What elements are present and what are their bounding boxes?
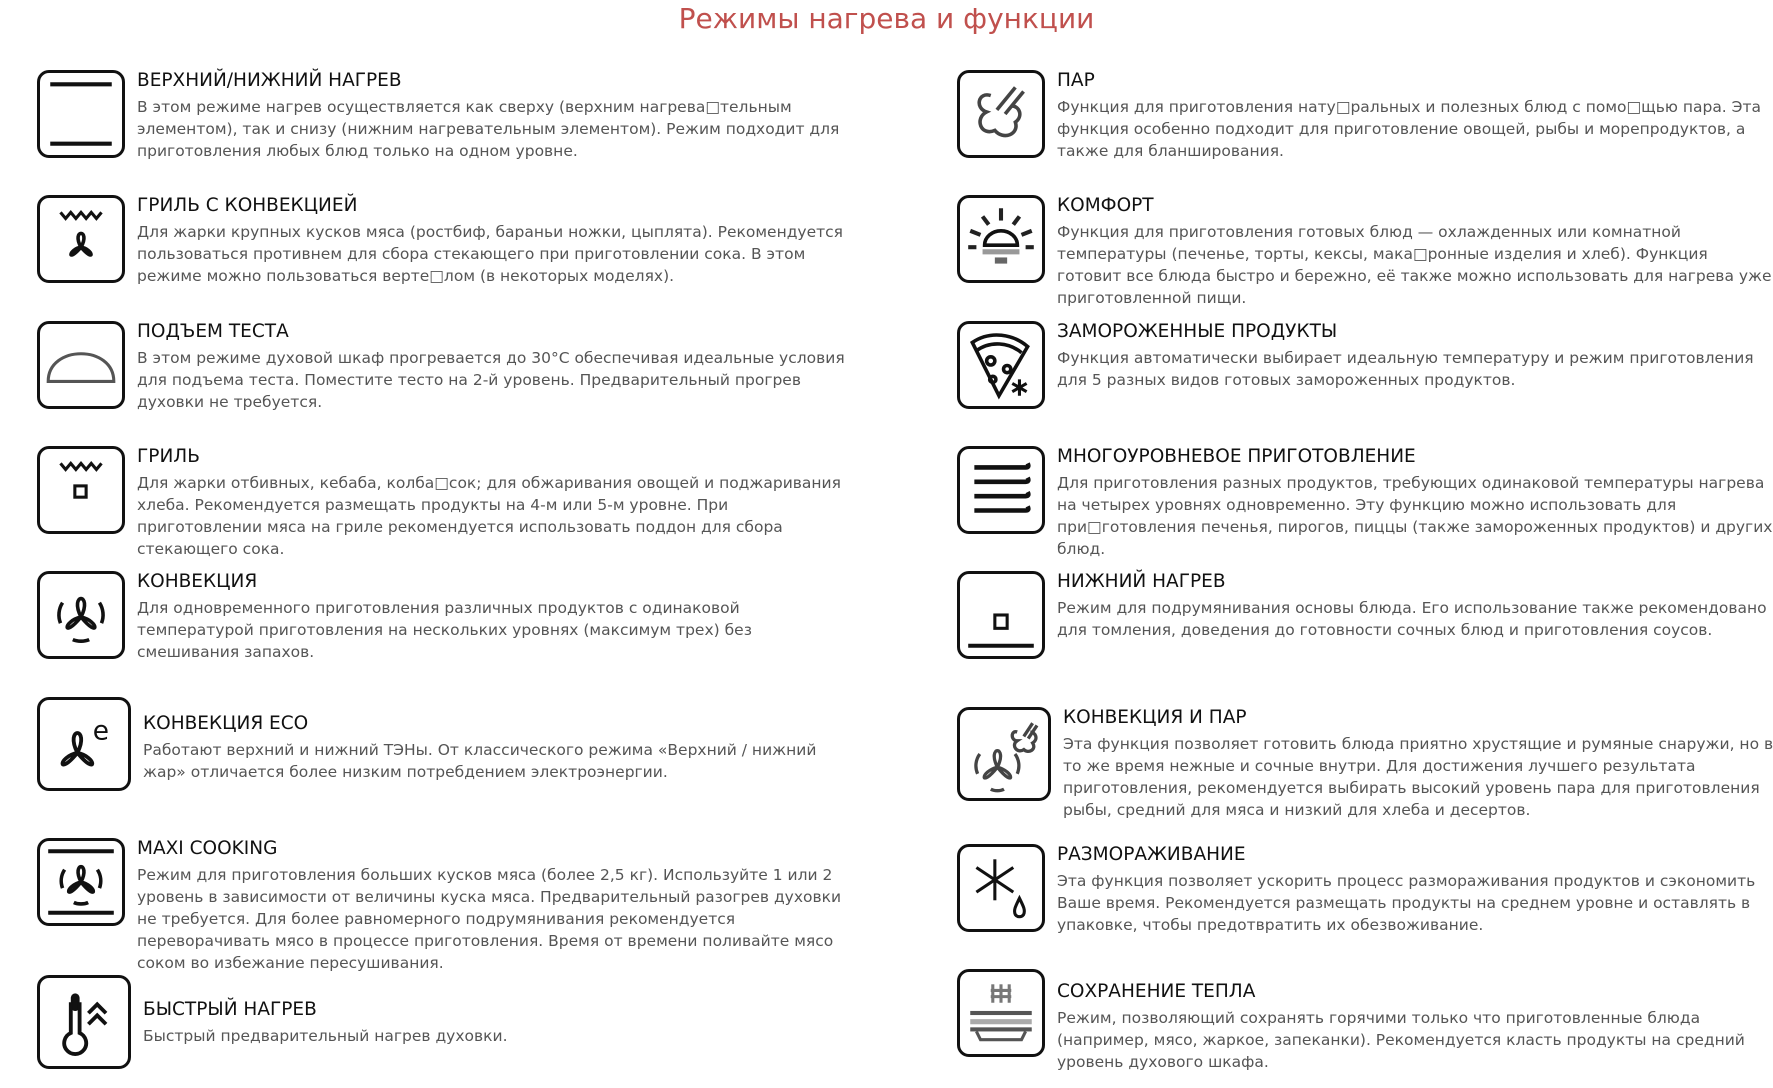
mode-description: Для жарки отбивных, кебаба, колба□сок; для обжаривания овощей и поджаривания хлеба. Рекомендуется размещать продукты на 4-м или 5-м уровне. При приготовлении мяса на гриле рекомендуется использовать поддон для сбора стекающего сока.: [137, 474, 841, 558]
mode-description: Быстрый предварительный нагрев духовки.: [143, 1027, 508, 1045]
frozen-food-icon: [957, 321, 1045, 409]
mode-description: Функция автоматически выбирает идеальную температуру и режим приготовления для 5 разных видов готовых замороженных продуктов.: [1057, 349, 1754, 389]
mode-title: ГРИЛЬ С КОНВЕКЦИЕЙ: [137, 195, 358, 216]
multilevel-icon: [957, 446, 1045, 534]
keep-warm-icon: [957, 969, 1045, 1057]
top-bottom-heat-icon: [37, 70, 125, 158]
steam-icon: [957, 70, 1045, 158]
mode-description: В этом режиме нагрев осуществляется как сверху (верхним нагрева□тельным элементом), так и снизу (нижним нагревательным элементом). Режим подходит для приготовления любых блюд только на одном уровне.: [137, 98, 840, 160]
mode-title: КОНВЕКЦИЯ И ПАР: [1063, 707, 1247, 728]
mode-description: Функция для приготовления нату□ральных и полезных блюд с помо□щью пара. Эта функция особенно подходит для приготовление овощей, рыбы и морепродуктов, а также для бланширования.: [1057, 98, 1762, 160]
mode-title: ПАР: [1057, 70, 1095, 91]
mode-description: Эта функция позволяет ускорить процесс размораживания продуктов и сэкономить Ваше время. Рекомендуется размещать продукты на среднем уровне и оставлять в упаковке, чтобы предотвратить их обезвоживание.: [1057, 872, 1756, 934]
dough-proving-icon: [37, 321, 125, 409]
mode-description: Функция для приготовления готовых блюд — охлажденных или комнатной температуры (печенье, торты, кексы, мака□ронные изделия и хлеб). Функция готовит все блюда быстро и бережно, её также можно использовать для нагрева уже приготовленной пищи.: [1057, 223, 1772, 307]
bottom-heat-icon: [957, 571, 1045, 659]
mode-title: МНОГОУРОВНЕВОЕ ПРИГОТОВЛЕНИЕ: [1057, 446, 1416, 467]
mode-title: ГРИЛЬ: [137, 446, 200, 467]
mode-description: Для одновременного приготовления различных продуктов с одинаковой температурой приготовления на нескольких уровнях (максимум трех) без смешивания запахов.: [137, 599, 752, 661]
mode-title: КОМФОРТ: [1057, 195, 1154, 216]
grill-convection-icon: [37, 195, 125, 283]
defrost-icon: [957, 844, 1045, 932]
mode-description: Для приготовления разных продуктов, требующих одинаковой температуры нагрева на четырех уровнях одновременно. Эту функцию можно использовать для при□готовления печенья, пирогов, пиццы (также замороженных продуктов) и других блюд.: [1057, 474, 1773, 558]
mode-title: ВЕРХНИЙ/НИЖНИЙ НАГРЕВ: [137, 70, 402, 91]
fast-preheat-icon: [37, 975, 131, 1069]
comfort-icon: [957, 195, 1045, 283]
mode-title: РАЗМОРАЖИВАНИЕ: [1057, 844, 1246, 865]
grill-icon: [37, 446, 125, 534]
mode-title: БЫСТРЫЙ НАГРЕВ: [143, 999, 317, 1020]
svg-text:e: e: [92, 715, 110, 747]
convection-fan-icon: [37, 571, 125, 659]
mode-title: ЗАМОРОЖЕННЫЕ ПРОДУКТЫ: [1057, 321, 1338, 342]
mode-title: КОНВЕКЦИЯ: [137, 571, 258, 592]
mode-description: Эта функция позволяет готовить блюда приятно хрустящие и румяные снаружи, но в то же время нежные и сочные внутри. Для достижения лучшего результата приготовления, рекомендуется выбирать высокий уровень пара для приготовления рыбы, средний для мяса и низкий для хлеба и десертов.: [1063, 735, 1773, 819]
convection-steam-icon: [957, 707, 1051, 801]
mode-description: Для жарки крупных кусков мяса (ростбиф, бараньи ножки, цыплята). Рекомендуется пользоваться противнем для сбора стекающего при приготовлении сока. В этом режиме можно пользоваться верте□лом (в некоторых моделях).: [137, 223, 844, 285]
mode-description: Работают верхний и нижний ТЭНы. От классического режима «Верхний / нижний жар» отличается более низким потребдением электроэнергии.: [143, 741, 817, 781]
mode-title: КОНВЕКЦИЯ ECO: [143, 713, 309, 734]
mode-description: В этом режиме духовой шкаф прогревается до 30°C обеспечивая идеальные условия для подъема теста. Поместите тесто на 2-й уровень. Предварительный прогрев духовки не требуется.: [137, 349, 845, 411]
page-title: Режимы нагрева и функции: [678, 2, 1095, 35]
maxi-cooking-icon: [37, 838, 125, 926]
mode-title: НИЖНИЙ НАГРЕВ: [1057, 571, 1226, 592]
mode-title: ПОДЪЕМ ТЕСТА: [137, 321, 289, 342]
mode-title: СОХРАНЕНИЕ ТЕПЛА: [1057, 981, 1256, 1002]
convection-eco-icon: [37, 697, 131, 791]
mode-title: MAXI COOKING: [137, 838, 278, 859]
mode-description: Режим для подрумянивания основы блюда. Его использование также рекомендовано для томления, доведения до готовности сочных блюд и приготовления соусов.: [1057, 599, 1767, 639]
mode-description: Режим, позволяющий сохранять горячими только что приготовленные блюда (например, мясо, жаркое, запеканки). Рекомендуется класть продукты на средний уровень духового шкафа.: [1057, 1009, 1745, 1071]
mode-description: Режим для приготовления больших кусков мяса (более 2,5 кг). Используйте 1 или 2 уровень в зависимости от величины куска мяса. Предварительный разогрев духовки не требуется. Для более равномерного подрумянивания рекомендуется переворачивать мясо в процессе приготовления. Время от времени поливайте мясо соком во избежание пересушивания.: [137, 866, 842, 972]
